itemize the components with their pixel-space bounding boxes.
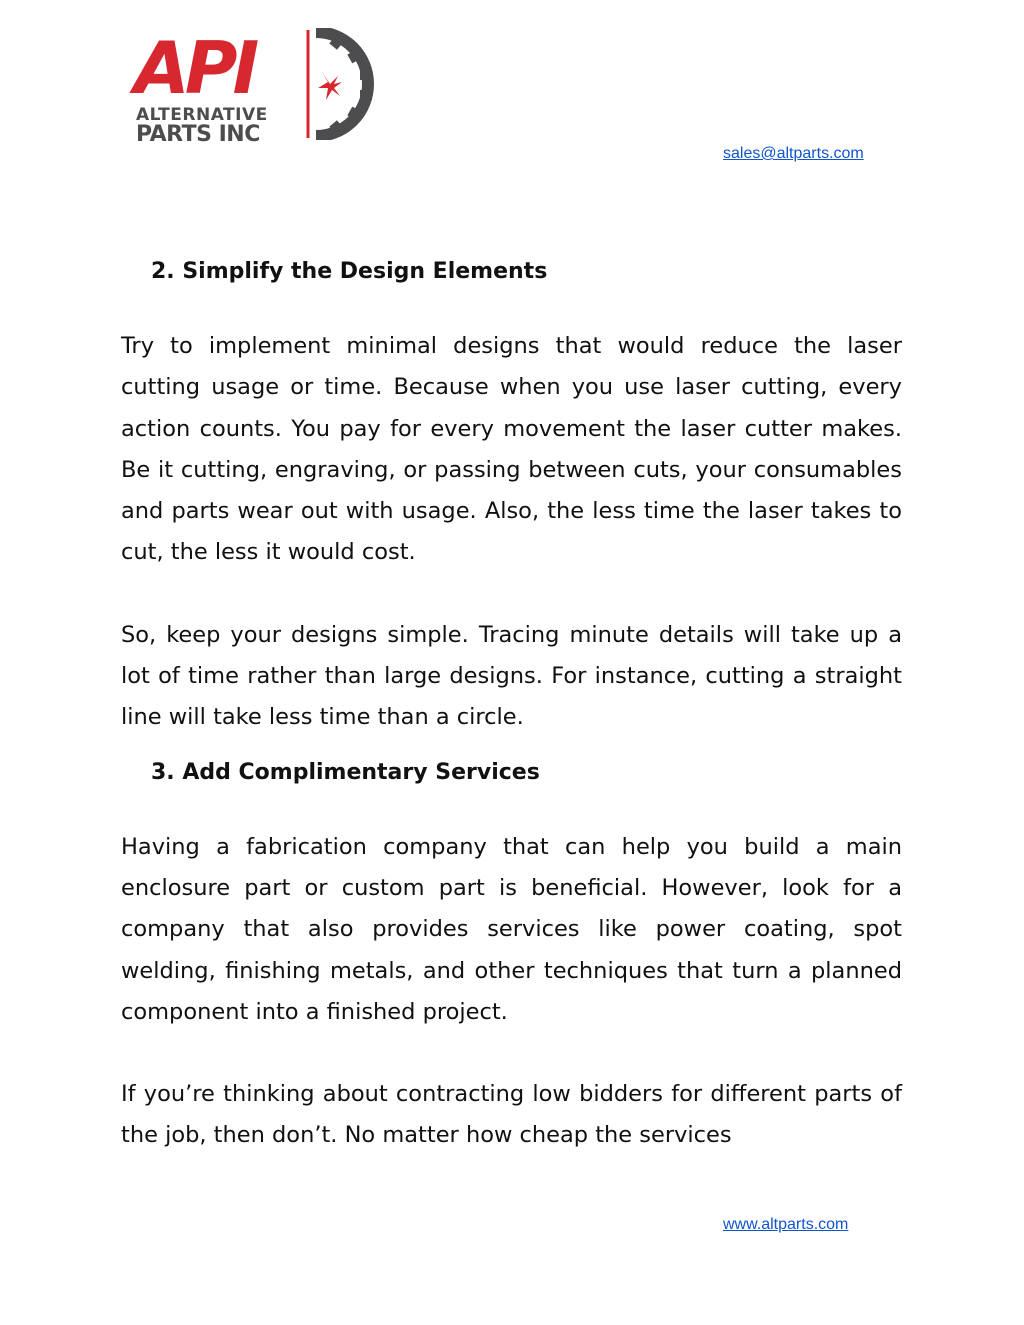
logo-line-1: ALTERNATIVE [136, 105, 268, 125]
paragraph: Having a fabrication company that can help you build a main enclosure part or custom part is beneficial. However, look for a company that also provides services like power coating, spot welding, finishing metals, and other techniques that turn a planned component into a finished project. [121, 833, 902, 1025]
section-heading-complimentary: 3. Add Complimentary Services [151, 759, 540, 785]
section-heading-simplify: 2. Simplify the Design Elements [151, 259, 548, 284]
company-logo [134, 26, 379, 148]
paragraph: So, keep your designs simple. Tracing minute details will take up a lot of time rather than large designs. For instance, cutting a straight line will take less time than a circle. [121, 621, 902, 731]
website-link[interactable]: www.altparts.com [723, 1216, 849, 1233]
paragraph: If you’re thinking about contracting low bidders for different parts of the job, then don’t. No matter how cheap the services [121, 1081, 902, 1149]
email-link[interactable]: sales@altparts.com [723, 145, 864, 162]
logo-line-2: PARTS INC [136, 122, 260, 147]
logo-mark: API [134, 26, 255, 110]
gear-laser-icon [304, 28, 376, 140]
document-body [121, 252, 902, 1157]
paragraph: Try to implement minimal designs that would reduce the laser cutting usage or time. Because when you use laser cutting, every action counts. You pay for every movement the laser cutter makes. Be it cutting, engraving, or passing between cuts, your consumables and parts wear out with usage. Also, the less time the laser takes to cut, the less it would cost. [121, 333, 902, 566]
